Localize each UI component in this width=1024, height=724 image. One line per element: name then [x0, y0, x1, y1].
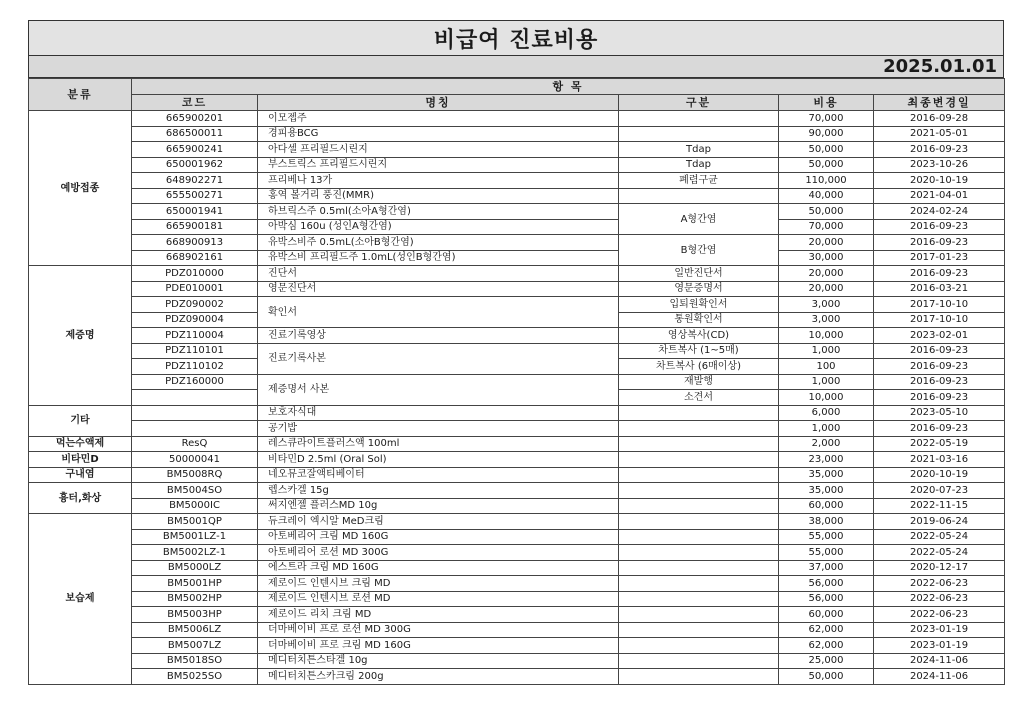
gubun-cell: 재발행 — [619, 374, 779, 390]
name-cell: 홍역 볼거리 풍진(MMR) — [258, 188, 619, 204]
category-cell: 흉터,화상 — [29, 483, 132, 514]
name-cell: 제로이드 리치 크림 MD — [258, 607, 619, 623]
gubun-cell — [619, 111, 779, 127]
gubun-cell — [619, 622, 779, 638]
price-cell: 1,000 — [779, 343, 874, 359]
price-cell: 55,000 — [779, 545, 874, 561]
code-cell: PDZ090004 — [132, 312, 258, 328]
code-cell: 686500011 — [132, 126, 258, 142]
name-cell: 진료기록영상 — [258, 328, 619, 344]
table-row — [29, 576, 1005, 592]
name-cell: 더마베이비 프로 크림 MD 160G — [258, 638, 619, 654]
table-row — [29, 111, 1005, 127]
header-gubun: 구분 — [619, 95, 779, 111]
name-cell: 보호자식대 — [258, 405, 619, 421]
category-cell: 제증명 — [29, 266, 132, 406]
header-category: 분류 — [29, 79, 132, 111]
price-cell: 60,000 — [779, 498, 874, 514]
gubun-cell: 일반진단서 — [619, 266, 779, 282]
table-row — [29, 142, 1005, 158]
table-row — [29, 452, 1005, 468]
gubun-cell — [619, 405, 779, 421]
price-cell: 56,000 — [779, 576, 874, 592]
code-cell: BM5007LZ — [132, 638, 258, 654]
date-cell: 2021-05-01 — [874, 126, 1005, 142]
table-row — [29, 374, 1005, 390]
code-cell: 668902161 — [132, 250, 258, 266]
code-cell: 665900181 — [132, 219, 258, 235]
price-cell: 6,000 — [779, 405, 874, 421]
date-cell: 2016-09-23 — [874, 266, 1005, 282]
gubun-cell: 차트복사 (1~5매) — [619, 343, 779, 359]
gubun-cell: 영문증명서 — [619, 281, 779, 297]
name-cell: 더마베이비 프로 로션 MD 300G — [258, 622, 619, 638]
gubun-cell — [619, 576, 779, 592]
name-cell: 이모젭주 — [258, 111, 619, 127]
table-row — [29, 157, 1005, 173]
gubun-cell: B형간염 — [619, 235, 779, 266]
name-cell: 공기밥 — [258, 421, 619, 437]
header-price: 비용 — [779, 95, 874, 111]
header-name: 명칭 — [258, 95, 619, 111]
date-cell: 2020-07-23 — [874, 483, 1005, 499]
name-cell: 아박심 160u (성인A형간염) — [258, 219, 619, 235]
name-cell: 메디터치튼스타겔 10g — [258, 653, 619, 669]
date-cell: 2022-06-23 — [874, 607, 1005, 623]
code-cell: BM5000LZ — [132, 560, 258, 576]
name-cell: 렙스카겔 15g — [258, 483, 619, 499]
date-cell: 2016-09-23 — [874, 374, 1005, 390]
date-cell: 2022-05-24 — [874, 529, 1005, 545]
code-cell: 650001941 — [132, 204, 258, 220]
date-cell: 2021-03-16 — [874, 452, 1005, 468]
date-cell: 2020-10-19 — [874, 467, 1005, 483]
price-cell: 62,000 — [779, 638, 874, 654]
name-cell: 경피용BCG — [258, 126, 619, 142]
document-title: 비급여 진료비용 — [433, 27, 599, 53]
name-cell: 유박스비주 0.5mL(소아B형간염) — [258, 235, 619, 251]
table-row — [29, 219, 1005, 235]
code-cell: BM5004SO — [132, 483, 258, 499]
price-cell: 55,000 — [779, 529, 874, 545]
name-cell: 에스트라 크림 MD 160G — [258, 560, 619, 576]
date-cell: 2024-11-06 — [874, 669, 1005, 685]
date-cell: 2016-09-23 — [874, 343, 1005, 359]
code-cell: 50000041 — [132, 452, 258, 468]
date-cell: 2023-02-01 — [874, 328, 1005, 344]
price-cell: 62,000 — [779, 622, 874, 638]
category-cell: 먹는수액제 — [29, 436, 132, 452]
price-cell: 70,000 — [779, 219, 874, 235]
table-row — [29, 266, 1005, 282]
code-cell: PDZ010000 — [132, 266, 258, 282]
date-cell: 2020-12-17 — [874, 560, 1005, 576]
date-cell: 2019-06-24 — [874, 514, 1005, 530]
price-cell: 40,000 — [779, 188, 874, 204]
date-cell: 2023-10-26 — [874, 157, 1005, 173]
header-changed: 최종변경일 — [874, 95, 1005, 111]
code-cell — [132, 405, 258, 421]
header-code: 코드 — [132, 95, 258, 111]
gubun-cell: A형간염 — [619, 204, 779, 235]
table-row — [29, 297, 1005, 313]
date-cell: 2023-01-19 — [874, 638, 1005, 654]
code-cell: 655500271 — [132, 188, 258, 204]
code-cell: PDZ110101 — [132, 343, 258, 359]
name-cell: 하브릭스주 0.5ml(소아A형간염) — [258, 204, 619, 220]
table-row — [29, 467, 1005, 483]
gubun-cell: 폐렴구균 — [619, 173, 779, 189]
price-cell: 20,000 — [779, 281, 874, 297]
gubun-cell — [619, 638, 779, 654]
name-cell: 듀크레이 엑시알 MeD크림 — [258, 514, 619, 530]
gubun-cell — [619, 545, 779, 561]
table-row — [29, 591, 1005, 607]
date-cell: 2016-03-21 — [874, 281, 1005, 297]
name-cell: 진료기록사본 — [258, 343, 619, 374]
date-cell: 2017-10-10 — [874, 297, 1005, 313]
table-row — [29, 545, 1005, 561]
name-cell: 비타민D 2.5ml (Oral Sol) — [258, 452, 619, 468]
price-cell: 90,000 — [779, 126, 874, 142]
name-cell: 유박스비 프리필드주 1.0mL(성인B형간염) — [258, 250, 619, 266]
code-cell: BM5018SO — [132, 653, 258, 669]
price-cell: 20,000 — [779, 266, 874, 282]
code-cell: BM5003HP — [132, 607, 258, 623]
table-row — [29, 188, 1005, 204]
price-cell: 1,000 — [779, 421, 874, 437]
date-cell: 2016-09-23 — [874, 235, 1005, 251]
gubun-cell — [619, 514, 779, 530]
date-cell: 2022-05-19 — [874, 436, 1005, 452]
date-cell: 2024-11-06 — [874, 653, 1005, 669]
code-cell: BM5002LZ-1 — [132, 545, 258, 561]
date-cell: 2023-05-10 — [874, 405, 1005, 421]
name-cell: 부스트릭스 프리필드시린지 — [258, 157, 619, 173]
code-cell: BM5001LZ-1 — [132, 529, 258, 545]
date-cell: 2022-06-23 — [874, 576, 1005, 592]
name-cell: 영문진단서 — [258, 281, 619, 297]
table-row — [29, 669, 1005, 685]
name-cell: 제증명서 사본 — [258, 374, 619, 405]
name-cell: 아토베리어 크림 MD 160G — [258, 529, 619, 545]
table-row — [29, 173, 1005, 189]
gubun-cell: Tdap — [619, 157, 779, 173]
code-cell: 668900913 — [132, 235, 258, 251]
table-row — [29, 529, 1005, 545]
date-cell: 2016-09-23 — [874, 359, 1005, 375]
code-cell — [132, 390, 258, 406]
price-cell: 38,000 — [779, 514, 874, 530]
code-cell: BM5001HP — [132, 576, 258, 592]
code-cell: BM5008RQ — [132, 467, 258, 483]
date-cell: 2016-09-23 — [874, 219, 1005, 235]
price-cell: 37,000 — [779, 560, 874, 576]
name-cell: 써지엔젤 플러스MD 10g — [258, 498, 619, 514]
fee-table — [28, 78, 1005, 685]
name-cell: 제로이드 인텐시브 로션 MD — [258, 591, 619, 607]
code-cell: 650001962 — [132, 157, 258, 173]
table-row — [29, 560, 1005, 576]
code-cell: 648902271 — [132, 173, 258, 189]
price-cell: 50,000 — [779, 204, 874, 220]
date-bar — [28, 56, 1004, 78]
category-cell: 비타민D — [29, 452, 132, 468]
code-cell: PDZ160000 — [132, 374, 258, 390]
gubun-cell — [619, 653, 779, 669]
price-cell: 100 — [779, 359, 874, 375]
code-cell: BM5001QP — [132, 514, 258, 530]
code-cell: BM5025SO — [132, 669, 258, 685]
gubun-cell — [619, 467, 779, 483]
price-cell: 35,000 — [779, 483, 874, 499]
price-cell: 56,000 — [779, 591, 874, 607]
table-row — [29, 126, 1005, 142]
gubun-cell: 영상복사(CD) — [619, 328, 779, 344]
price-cell: 50,000 — [779, 669, 874, 685]
price-cell: 3,000 — [779, 312, 874, 328]
date-cell: 2023-01-19 — [874, 622, 1005, 638]
name-cell: 프리베나 13가 — [258, 173, 619, 189]
table-row — [29, 638, 1005, 654]
date-cell: 2024-02-24 — [874, 204, 1005, 220]
category-cell: 구내염 — [29, 467, 132, 483]
price-cell: 25,000 — [779, 653, 874, 669]
gubun-cell — [619, 607, 779, 623]
title-bar — [28, 20, 1004, 56]
date-cell: 2017-10-10 — [874, 312, 1005, 328]
gubun-cell — [619, 421, 779, 437]
gubun-cell: 입퇴원확인서 — [619, 297, 779, 313]
price-cell: 70,000 — [779, 111, 874, 127]
table-row — [29, 343, 1005, 359]
fee-document — [28, 20, 1004, 700]
date-cell: 2017-01-23 — [874, 250, 1005, 266]
gubun-cell: 통원확인서 — [619, 312, 779, 328]
table-row — [29, 653, 1005, 669]
table-row — [29, 421, 1005, 437]
category-cell: 예방접종 — [29, 111, 132, 266]
table-row — [29, 204, 1005, 220]
table-row — [29, 498, 1005, 514]
table-row — [29, 235, 1005, 251]
code-cell: PDZ110004 — [132, 328, 258, 344]
code-cell: ResQ — [132, 436, 258, 452]
price-cell: 2,000 — [779, 436, 874, 452]
table-row — [29, 622, 1005, 638]
gubun-cell: Tdap — [619, 142, 779, 158]
price-cell: 110,000 — [779, 173, 874, 189]
code-cell: PDZ110102 — [132, 359, 258, 375]
table-row — [29, 405, 1005, 421]
table-row — [29, 514, 1005, 530]
price-cell: 20,000 — [779, 235, 874, 251]
gubun-cell — [619, 483, 779, 499]
date-cell: 2022-05-24 — [874, 545, 1005, 561]
name-cell: 레스큐라이트플러스액 100ml — [258, 436, 619, 452]
name-cell: 확인서 — [258, 297, 619, 328]
name-cell: 제로이드 인텐시브 크림 MD — [258, 576, 619, 592]
date-cell: 2020-10-19 — [874, 173, 1005, 189]
price-cell: 50,000 — [779, 157, 874, 173]
gubun-cell — [619, 436, 779, 452]
fee-table-body — [29, 111, 1005, 685]
gubun-cell — [619, 498, 779, 514]
code-cell: 665900201 — [132, 111, 258, 127]
price-cell: 60,000 — [779, 607, 874, 623]
category-cell: 보습제 — [29, 514, 132, 685]
gubun-cell — [619, 669, 779, 685]
gubun-cell — [619, 529, 779, 545]
date-cell: 2022-11-15 — [874, 498, 1005, 514]
price-cell: 50,000 — [779, 142, 874, 158]
price-cell: 10,000 — [779, 328, 874, 344]
code-cell: BM5000IC — [132, 498, 258, 514]
code-cell: BM5006LZ — [132, 622, 258, 638]
table-row — [29, 483, 1005, 499]
date-cell: 2016-09-23 — [874, 421, 1005, 437]
code-cell: PDE010001 — [132, 281, 258, 297]
gubun-cell — [619, 560, 779, 576]
name-cell: 네오뮤코잘액티베이터 — [258, 467, 619, 483]
price-cell: 3,000 — [779, 297, 874, 313]
category-cell: 기타 — [29, 405, 132, 436]
code-cell: BM5002HP — [132, 591, 258, 607]
price-cell: 30,000 — [779, 250, 874, 266]
name-cell: 아다셀 프리필드시린지 — [258, 142, 619, 158]
date-cell: 2022-06-23 — [874, 591, 1005, 607]
price-cell: 35,000 — [779, 467, 874, 483]
date-cell: 2016-09-23 — [874, 142, 1005, 158]
name-cell: 메디터치튼스카크림 200g — [258, 669, 619, 685]
date-cell: 2021-04-01 — [874, 188, 1005, 204]
effective-date: 2025.01.01 — [883, 56, 997, 77]
table-row — [29, 436, 1005, 452]
gubun-cell — [619, 188, 779, 204]
price-cell: 23,000 — [779, 452, 874, 468]
date-cell: 2016-09-28 — [874, 111, 1005, 127]
gubun-cell: 소견서 — [619, 390, 779, 406]
table-row — [29, 281, 1005, 297]
gubun-cell — [619, 126, 779, 142]
price-cell: 10,000 — [779, 390, 874, 406]
header-items: 항 목 — [132, 79, 1005, 95]
table-row — [29, 250, 1005, 266]
name-cell: 아토베리어 로션 MD 300G — [258, 545, 619, 561]
code-cell — [132, 421, 258, 437]
table-row — [29, 607, 1005, 623]
code-cell: 665900241 — [132, 142, 258, 158]
date-cell: 2016-09-23 — [874, 390, 1005, 406]
table-row — [29, 328, 1005, 344]
gubun-cell: 차트복사 (6매이상) — [619, 359, 779, 375]
gubun-cell — [619, 591, 779, 607]
code-cell: PDZ090002 — [132, 297, 258, 313]
name-cell: 진단서 — [258, 266, 619, 282]
price-cell: 1,000 — [779, 374, 874, 390]
gubun-cell — [619, 452, 779, 468]
